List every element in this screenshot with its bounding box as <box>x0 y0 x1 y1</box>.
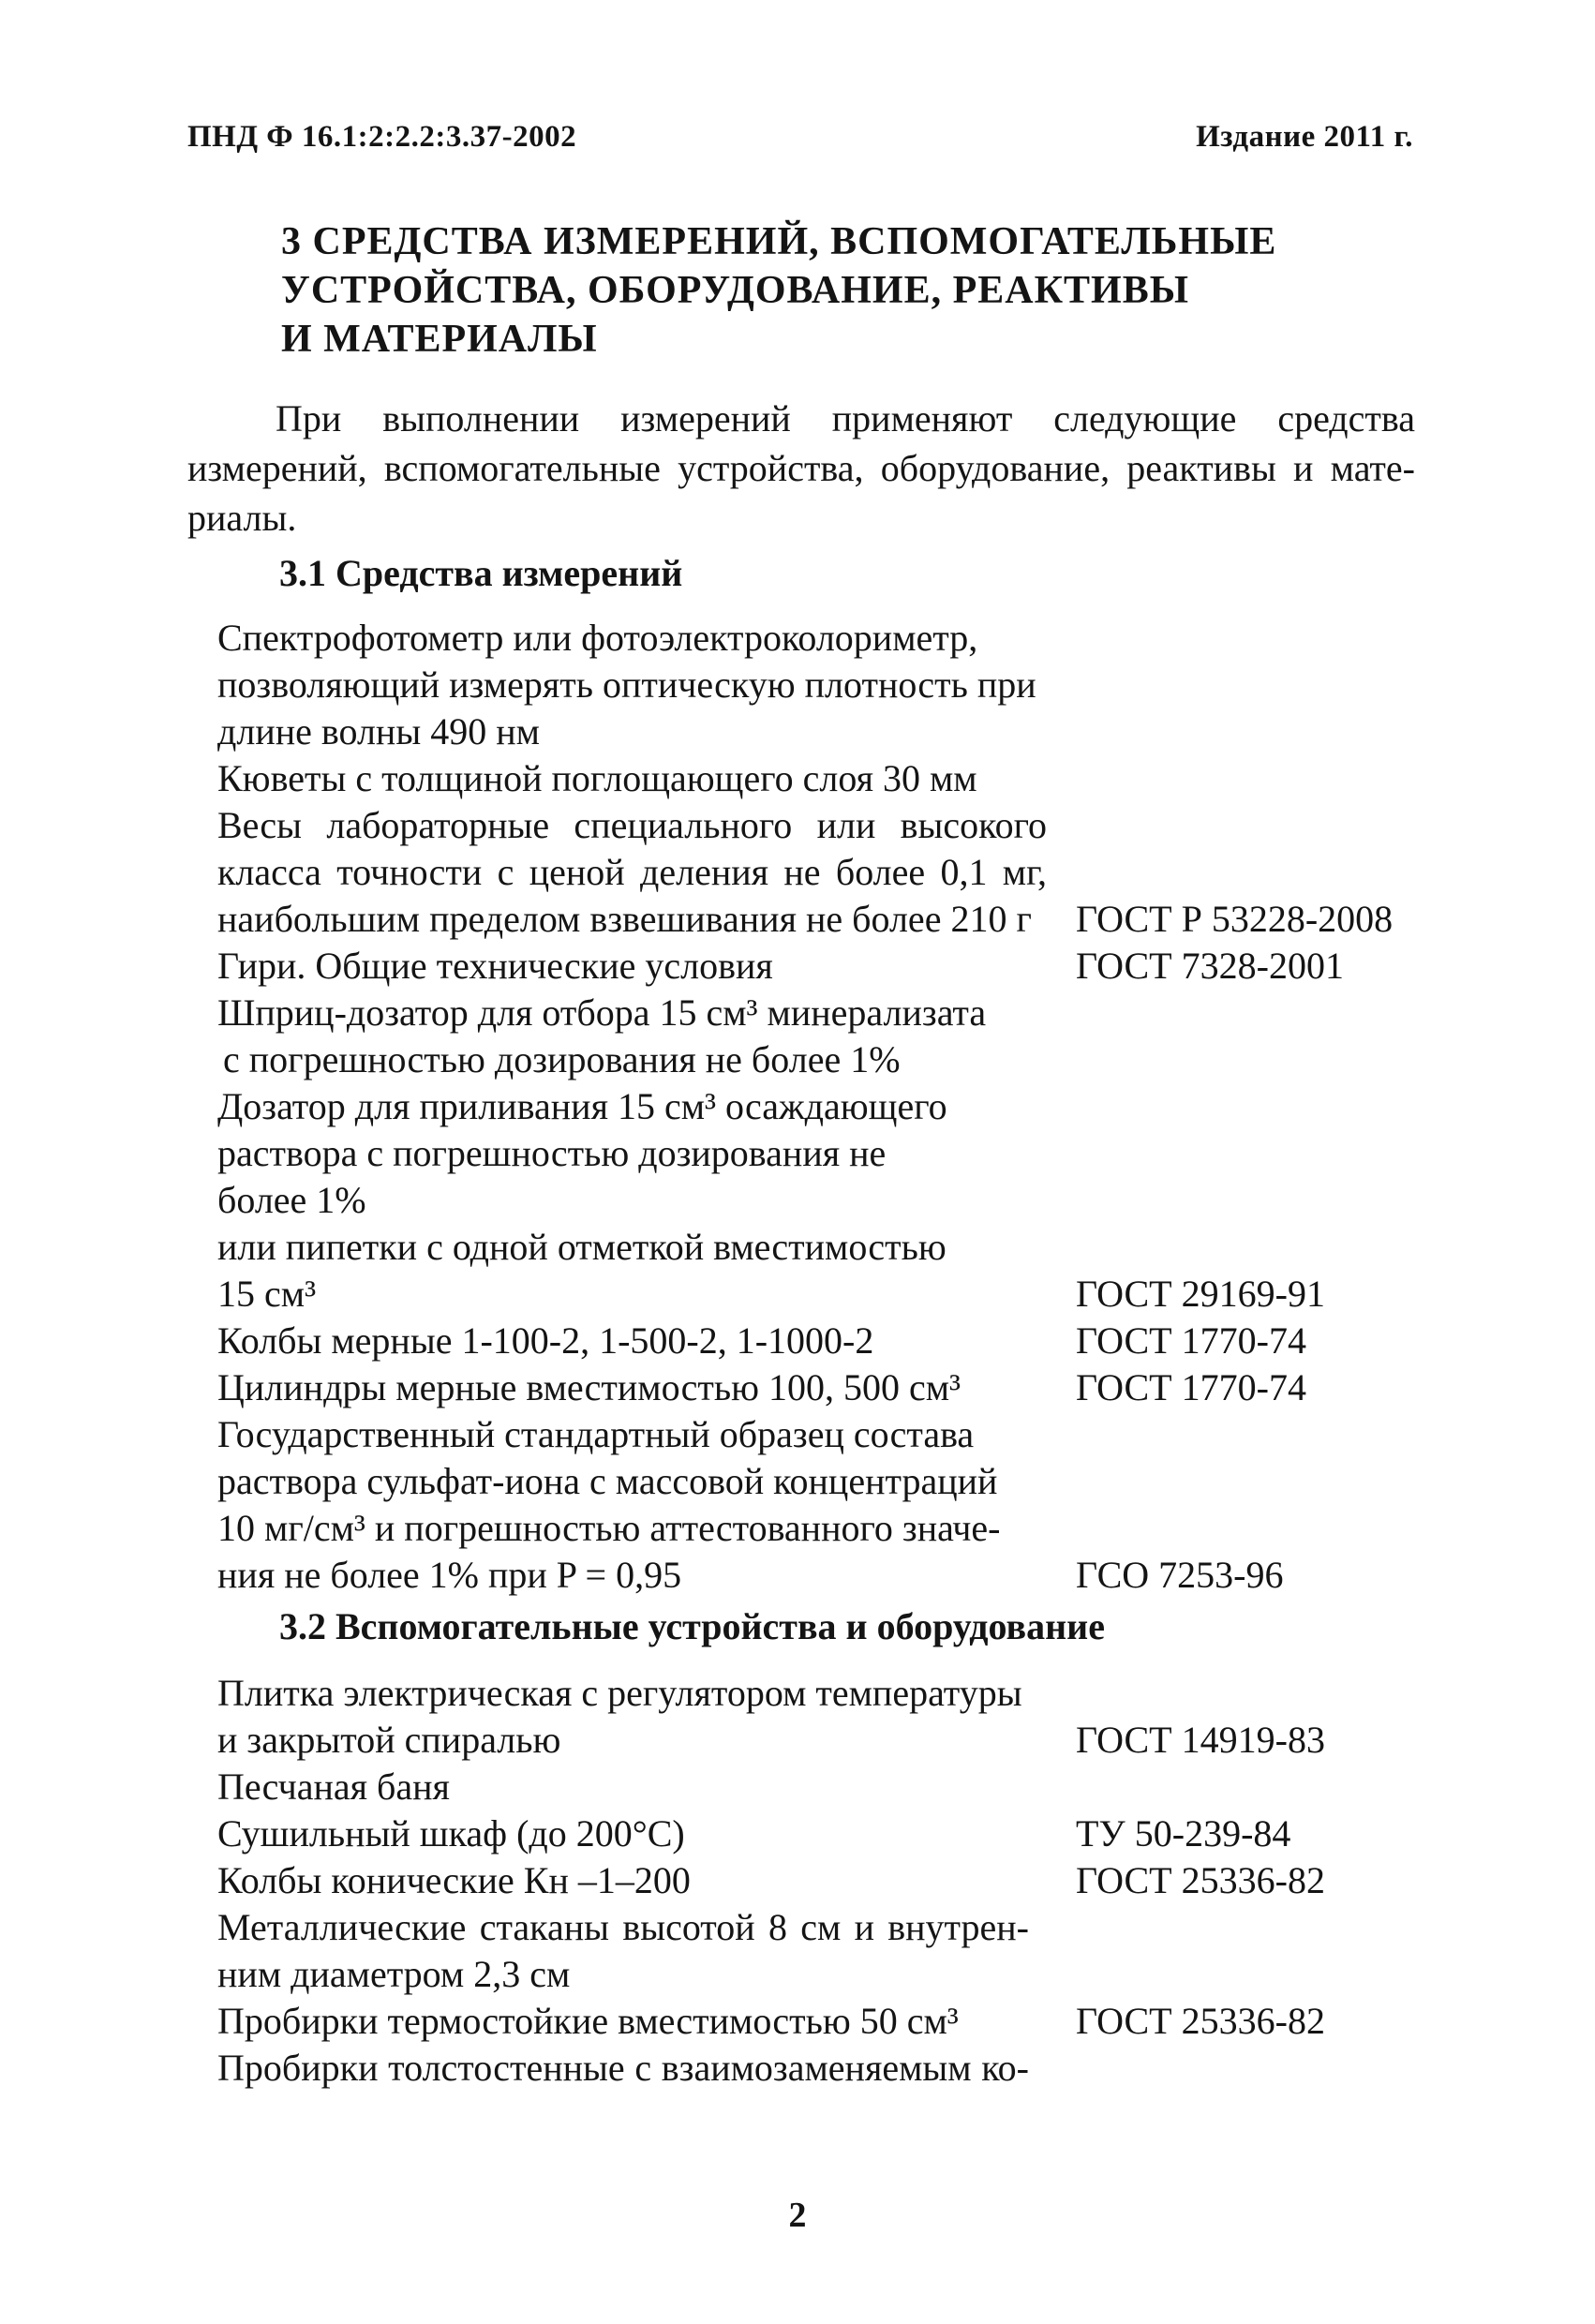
item-text: Цилиндры мерные вместимостью 100, 500 см³ <box>217 1366 961 1408</box>
list-item <box>217 990 1436 1036</box>
list-item <box>217 943 1436 990</box>
list-item <box>217 1036 1436 1083</box>
item-text: Песчаная баня <box>217 1765 450 1808</box>
list-item <box>217 1857 1436 1904</box>
list-item <box>217 1364 1436 1411</box>
list-item <box>217 1411 1436 1458</box>
item-text: и закрытой спиралью <box>217 1719 561 1761</box>
item-text: 15 см³ <box>217 1273 317 1315</box>
item-standard-ref: ГОСТ 25336-82 <box>1076 1859 1325 1901</box>
intro-line: риалы. <box>187 497 297 539</box>
item-standard-ref: ГОСТ 1770-74 <box>1076 1366 1306 1408</box>
list-item <box>217 1810 1436 1857</box>
document-code: ПНД Ф 16.1:2:2.2:3.37-2002 <box>187 120 577 154</box>
item-text: 10 мг/см³ и погрешностью аттестованного значе- <box>217 1507 1001 1549</box>
list-item <box>217 1951 1436 1998</box>
item-text: Дозатор для приливания 15 см³ осаждающего <box>217 1085 947 1127</box>
item-text: Сушильный шкаф (до 200°С) <box>217 1812 685 1855</box>
list-item <box>217 2045 1436 2092</box>
item-text: Кюветы с толщиной поглощающего слоя 30 мм <box>217 757 977 799</box>
item-standard-ref: ГОСТ 14919-83 <box>1076 1719 1325 1761</box>
list-item <box>217 1224 1436 1271</box>
list-item <box>217 1904 1436 1951</box>
item-text: раствора сульфат-иона с массовой концентраций <box>217 1460 998 1502</box>
list-item <box>217 896 1436 943</box>
item-text: более 1% <box>217 1179 366 1221</box>
list-item <box>217 708 1436 755</box>
item-standard-ref: ТУ 50-239-84 <box>1076 1812 1291 1855</box>
item-text: или пипетки с одной отметкой вместимостью <box>217 1226 947 1268</box>
item-text: ния не более 1% при P = 0,95 <box>217 1554 682 1596</box>
list-item <box>217 849 1436 896</box>
list-item <box>217 1764 1436 1810</box>
list-item <box>217 615 1436 662</box>
item-text: с погрешностью дозирования не более 1% <box>223 1038 901 1080</box>
subsection-title-auxiliary-equipment: 3.2 Вспомогательные устройства и оборудование <box>279 1605 1105 1647</box>
item-text: наибольшим пределом взвешивания не более 210 г <box>217 898 1032 940</box>
item-text: Пробирки толстостенные с взаимозаменяемым ко- <box>217 2047 1029 2089</box>
item-text: Гири. Общие технические условия <box>217 945 773 987</box>
list-item <box>217 1998 1436 2045</box>
item-text: класса точности с ценой деления не более 0,1 мг, <box>217 851 1047 893</box>
item-text: Спектрофотометр или фотоэлектроколориметр, <box>217 617 978 659</box>
item-text: раствора с погрешностью дозирования не <box>217 1132 887 1174</box>
section-title-line: 3 СРЕДСТВА ИЗМЕРЕНИЙ, ВСПОМОГАТЕЛЬНЫЕ <box>281 220 1277 263</box>
section-title-line: И МАТЕРИАЛЫ <box>281 318 598 361</box>
page-number: 2 <box>788 2196 807 2235</box>
item-standard-ref: ГОСТ 7328-2001 <box>1076 945 1344 987</box>
item-text: Металлические стаканы высотой 8 см и внутрен- <box>217 1906 1029 1948</box>
intro-paragraph <box>187 394 1415 543</box>
item-text: Плитка электрическая с регулятором температуры <box>217 1672 1022 1714</box>
item-text: длине волны 490 нм <box>217 710 540 752</box>
list-item <box>217 1130 1436 1177</box>
section-title-line: УСТРОЙСТВА, ОБОРУДОВАНИЕ, РЕАКТИВЫ <box>281 269 1189 312</box>
item-text: Колбы конические Кн –1–200 <box>217 1859 691 1901</box>
auxiliary-equipment-list <box>217 1670 1436 2092</box>
list-item <box>217 1505 1436 1552</box>
list-item <box>217 802 1436 849</box>
subsection-title-measuring-instruments: 3.1 Средства измерений <box>279 552 683 594</box>
edition-label: Издание 2011 г. <box>1196 120 1413 154</box>
list-item <box>217 1318 1436 1364</box>
item-text: Государственный стандартный образец состава <box>217 1413 975 1455</box>
intro-line: измерений, вспомогательные устройства, оборудование, реактивы и мате- <box>187 447 1415 489</box>
measuring-instruments-list <box>217 615 1436 1599</box>
list-item <box>217 1083 1436 1130</box>
intro-line: При выполнении измерений применяют следующие средства <box>276 397 1415 439</box>
item-text: Весы лабораторные специального или высокого <box>217 804 1047 846</box>
section-title <box>281 217 1359 364</box>
list-item <box>217 755 1436 802</box>
list-item <box>217 1552 1436 1599</box>
item-text: ним диаметром 2,3 см <box>217 1953 571 1995</box>
item-standard-ref: ГОСТ 29169-91 <box>1076 1273 1325 1315</box>
item-standard-ref: ГСО 7253-96 <box>1076 1554 1284 1596</box>
list-item <box>217 1717 1436 1764</box>
item-text: Колбы мерные 1-100-2, 1-500-2, 1-1000-2 <box>217 1319 874 1362</box>
item-standard-ref: ГОСТ 1770-74 <box>1076 1319 1306 1362</box>
list-item <box>217 1670 1436 1717</box>
list-item <box>217 662 1436 708</box>
item-standard-ref: ГОСТ 25336-82 <box>1076 2000 1325 2042</box>
item-text: Пробирки термостойкие вместимостью 50 см³ <box>217 2000 959 2042</box>
item-standard-ref: ГОСТ Р 53228-2008 <box>1076 898 1394 940</box>
list-item <box>217 1271 1436 1318</box>
item-text: позволяющий измерять оптическую плотность при <box>217 663 1036 706</box>
item-text: Шприц-дозатор для отбора 15 см³ минерализата <box>217 991 987 1034</box>
list-item <box>217 1177 1436 1224</box>
list-item <box>217 1458 1436 1505</box>
